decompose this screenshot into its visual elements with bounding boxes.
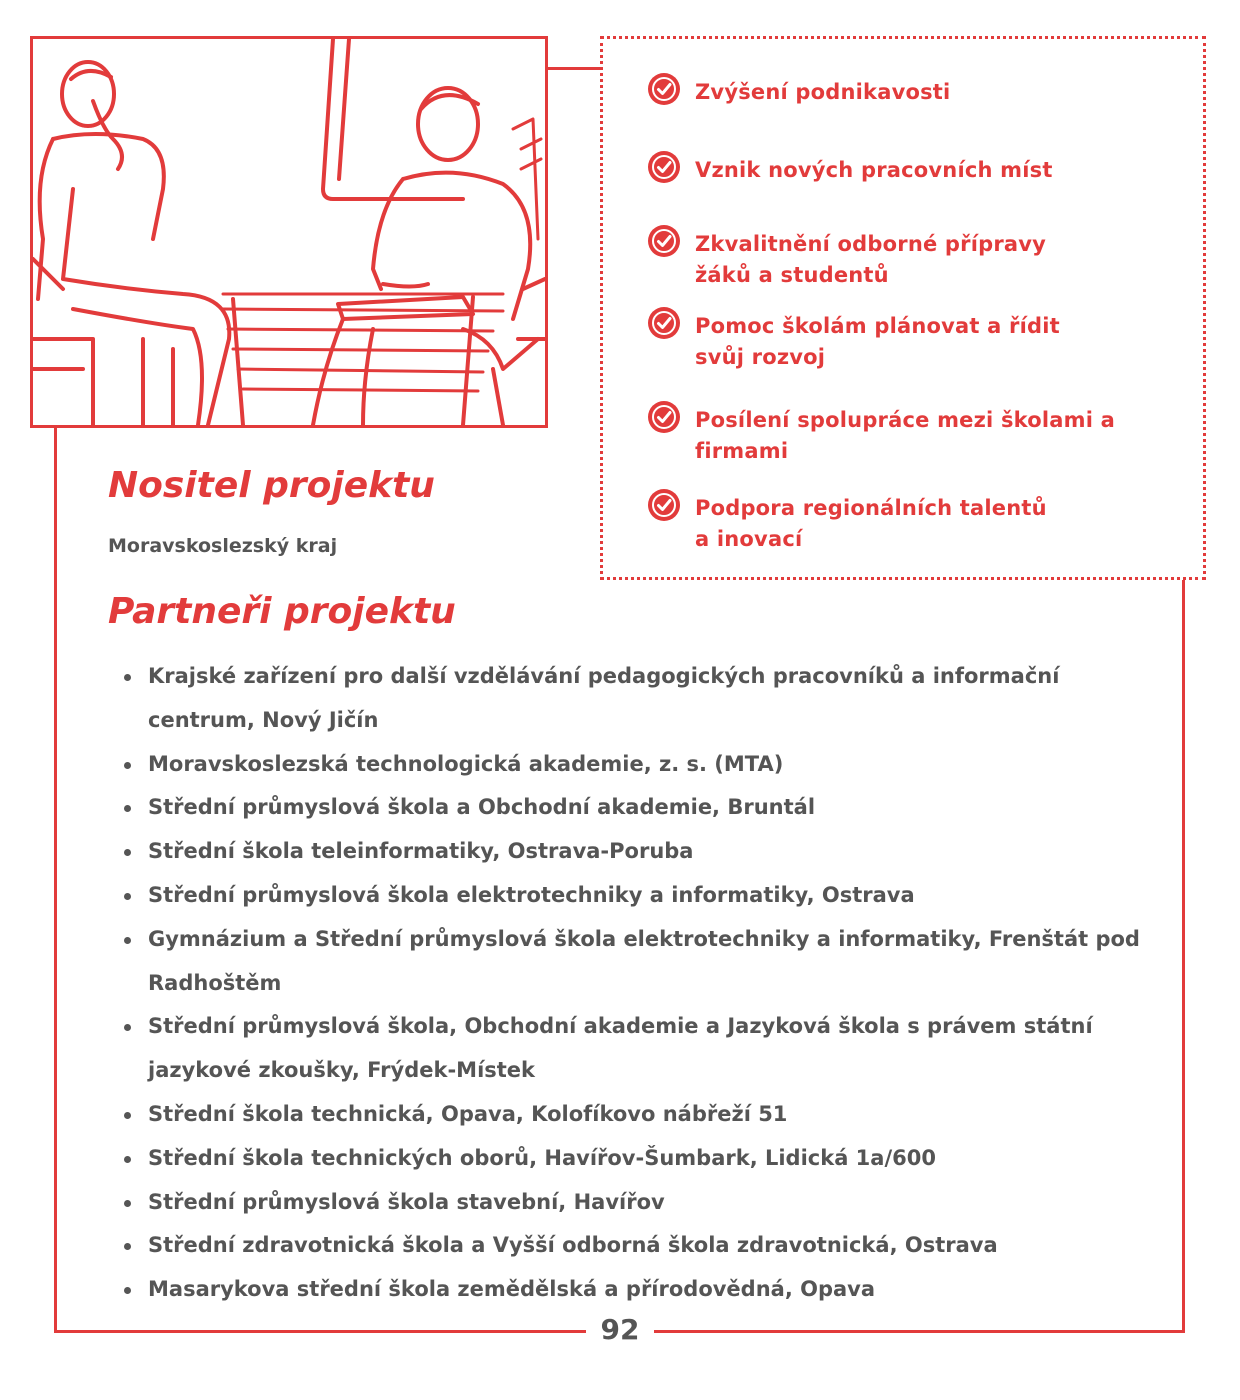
benefit-text: Posílení spolupráce mezi školami a firmami [695,408,1116,463]
check-circle-icon [647,150,681,184]
partner-item: Střední průmyslová škola, Obchodní akademie a Jazyková škola s právem státní jazykové zkoušky, Frýdek-Místek [118,1005,1158,1093]
frame-bottom-line-left [54,1330,586,1333]
partner-item: Gymnázium a Střední průmyslová škola elektrotechniky a informatiky, Frenštát pod Radhoštěm [118,918,1158,1006]
benefit-item [647,155,1167,186]
benefit-item [647,77,1147,108]
check-circle-icon [647,224,681,258]
partner-item: Střední zdravotnická škola a Vyšší odborná škola zdravotnická, Ostrava [118,1224,1158,1268]
benefit-text: Vznik nových pracovních míst [695,158,1053,182]
check-circle-icon [647,400,681,434]
partner-item: Střední škola technických oborů, Havířov-Šumbark, Lidická 1a/600 [118,1137,1158,1181]
frame-bottom-line-right [654,1330,1185,1333]
connector-line [548,67,600,70]
partner-item: Střední škola teleinformatiky, Ostrava-Poruba [118,830,1158,874]
partners-heading: Partneři projektu [108,591,456,632]
benefit-text: Zkvalitnění odborné přípravy žáků a studentů [695,232,1047,287]
holder-name: Moravskoslezský kraj [108,535,338,557]
holder-heading: Nositel projektu [108,465,435,506]
benefit-item [647,311,1097,373]
frame-right-line [1182,580,1185,1332]
benefit-text: Zvýšení podnikavosti [695,80,951,104]
page-number: 92 [586,1312,654,1348]
partner-item: Střední škola technická, Opava, Kolofíkovo nábřeží 51 [118,1093,1158,1137]
benefits-box [600,36,1206,580]
partner-item: Moravskoslezská technologická akademie, z. s. (MTA) [118,743,1158,787]
partner-item: Masarykova střední škola zemědělská a přírodovědná, Opava [118,1268,1158,1312]
frame-left-line [54,428,57,1332]
benefit-text: Podpora regionálních talentů a inovací [695,496,1047,551]
meeting-illustration [30,36,548,428]
check-circle-icon [647,488,681,522]
partner-item: Střední průmyslová škola stavební, Havířov [118,1181,1158,1225]
partners-list [118,655,1158,1312]
benefit-item [647,493,1067,555]
check-circle-icon [647,72,681,106]
check-circle-icon [647,306,681,340]
benefit-item [647,405,1137,467]
partner-item: Střední průmyslová škola elektrotechniky a informatiky, Ostrava [118,874,1158,918]
benefit-item [647,229,1077,291]
partner-item: Střední průmyslová škola a Obchodní akademie, Bruntál [118,786,1158,830]
partner-item: Krajské zařízení pro další vzdělávání pedagogických pracovníků a informační centrum, Nový Jičín [118,655,1158,743]
benefit-text: Pomoc školám plánovat a řídit svůj rozvoj [695,314,1060,369]
